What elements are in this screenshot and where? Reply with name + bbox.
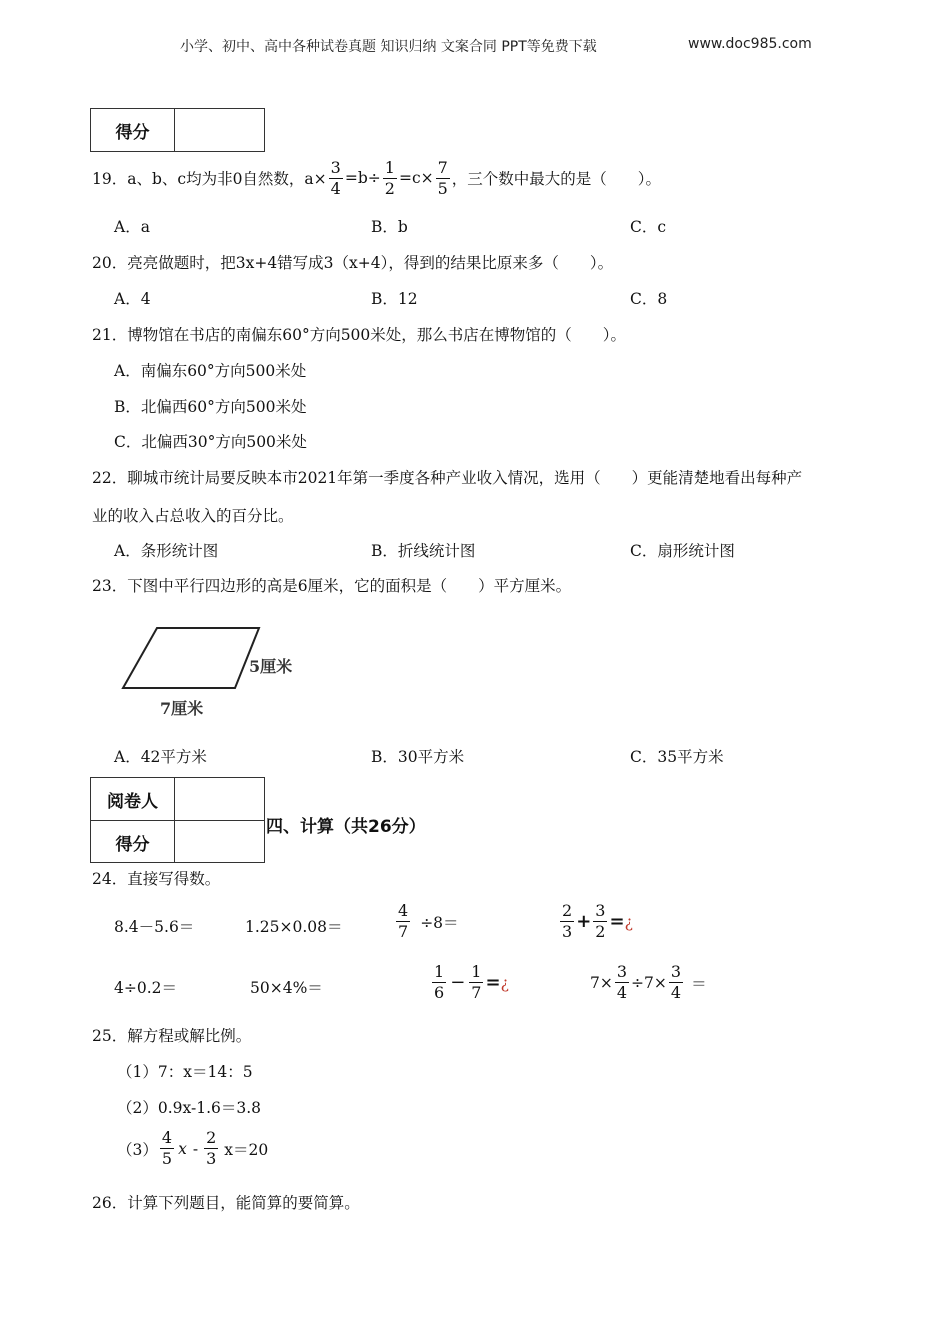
fraction: $\frac{2}{3}$ [562,901,573,941]
fraction: $\frac{2}{3}$ [206,1128,217,1168]
fraction: $\frac{4}{5}$ [161,1128,173,1168]
fraction: $\frac{3}{4}$ [330,157,341,198]
score-label: 得分 [91,109,175,151]
fraction: $\frac{7}{5}$ [437,157,448,198]
q22-option-b[interactable]: B．折线统计图 [371,542,476,560]
expr-8: 7× $\frac{3}{4}$ ÷7× $\frac{3}{4}$ ＝ [590,962,707,1002]
expr-4: $\frac{2}{3}$ + $\frac{3}{2}$ = ¿ [562,901,633,941]
expr-6: 50×4%＝ [250,979,323,997]
fraction: $\frac{3}{2}$ [595,901,606,941]
expr-3: $\frac{4}{7}$ ÷8＝ [398,901,459,941]
q22-option-c[interactable]: C．扇形统计图 [630,542,735,560]
q19-mid1: =b÷ [344,169,381,187]
expr-1: 8.4－5.6＝ [114,918,195,936]
q22-option-a[interactable]: A．条形统计图 [114,542,219,560]
q19-mid2: =c× [398,169,434,187]
expr-5: 4÷0.2＝ [114,979,177,997]
question-19 [92,156,661,200]
fraction: $\frac{1}{2}$ [384,157,395,198]
q21-option-a[interactable]: A．南偏东60°方向500米处 [114,362,307,380]
fraction: $\frac{3}{4}$ [616,962,628,1002]
q20-option-b[interactable]: B．12 [371,290,418,308]
section-title: 四、计算（共26分） [266,817,426,837]
header-site: www.doc985.com [688,36,812,52]
q19-option-c[interactable]: C．c [630,218,667,236]
q19-prefix: 19．a、b、c均为非0自然数，a× [92,170,327,188]
question-21: 21．博物馆在书店的南偏东60°方向500米处，那么书店在博物馆的（ ）。 [92,326,627,344]
q20-option-c[interactable]: C．8 [630,290,668,308]
side-label: 5厘米 [249,657,293,676]
question-22-line2: 业的收入占总收入的百分比。 [92,507,294,525]
equation-1: （1）7：x＝14：5 [117,1063,253,1081]
q23-option-c[interactable]: C．35平方米 [630,748,724,766]
reviewer-label: 阅卷人 [91,778,175,820]
question-22-line1: 22．聊城市统计局要反映本市2021年第一季度各种产业收入情况，选用（ ）更能清楚地看出每种产 [92,469,803,487]
q21-option-b[interactable]: B．北偏西60°方向500米处 [114,398,307,416]
equation-3: （3） $\frac{4}{5}$ x - $\frac{2}{3}$ x＝20 [117,1128,269,1168]
fraction: $\frac{3}{4}$ [670,962,682,1002]
q21-option-c[interactable]: C．北偏西30°方向500米处 [114,433,307,451]
q23-option-a[interactable]: A．42平方米 [114,748,207,766]
fraction: $\frac{1}{7}$ [471,962,482,1002]
q23-option-b[interactable]: B．30平方米 [371,748,465,766]
question-23: 23．下图中平行四边形的高是6厘米，它的面积是（ ）平方厘米。 [92,577,572,595]
expr-2: 1.25×0.08＝ [245,918,343,936]
parallelogram-shape [123,628,259,688]
q19-option-b[interactable]: B．b [371,218,408,236]
fraction: $\frac{1}{6}$ [434,962,445,1002]
header-text: 小学、初中、高中各种试卷真题 知识归纳 文案合同 PPT等免费下载 [180,39,597,55]
q19-option-a[interactable]: A．a [114,218,150,236]
question-25: 25．解方程或解比例。 [92,1027,252,1045]
question-20: 20．亮亮做题时，把3x+4错写成3（x+4），得到的结果比原来多（ ）。 [92,254,614,272]
score-box [90,108,265,152]
review-box [90,777,265,863]
score-label: 得分 [91,821,175,863]
expr-7: $\frac{1}{6}$ − $\frac{1}{7}$ = ¿ [434,962,509,1002]
q19-suffix: ，三个数中最大的是（ ）。 [451,170,662,188]
equation-2: （2）0.9x-1.6＝3.8 [117,1099,262,1117]
question-26: 26．计算下列题目，能简算的要简算。 [92,1194,360,1212]
q20-option-a[interactable]: A．4 [114,290,151,308]
fraction: $\frac{4}{7}$ [398,901,409,941]
base-label: 7厘米 [160,699,204,718]
question-24: 24．直接写得数。 [92,870,221,888]
